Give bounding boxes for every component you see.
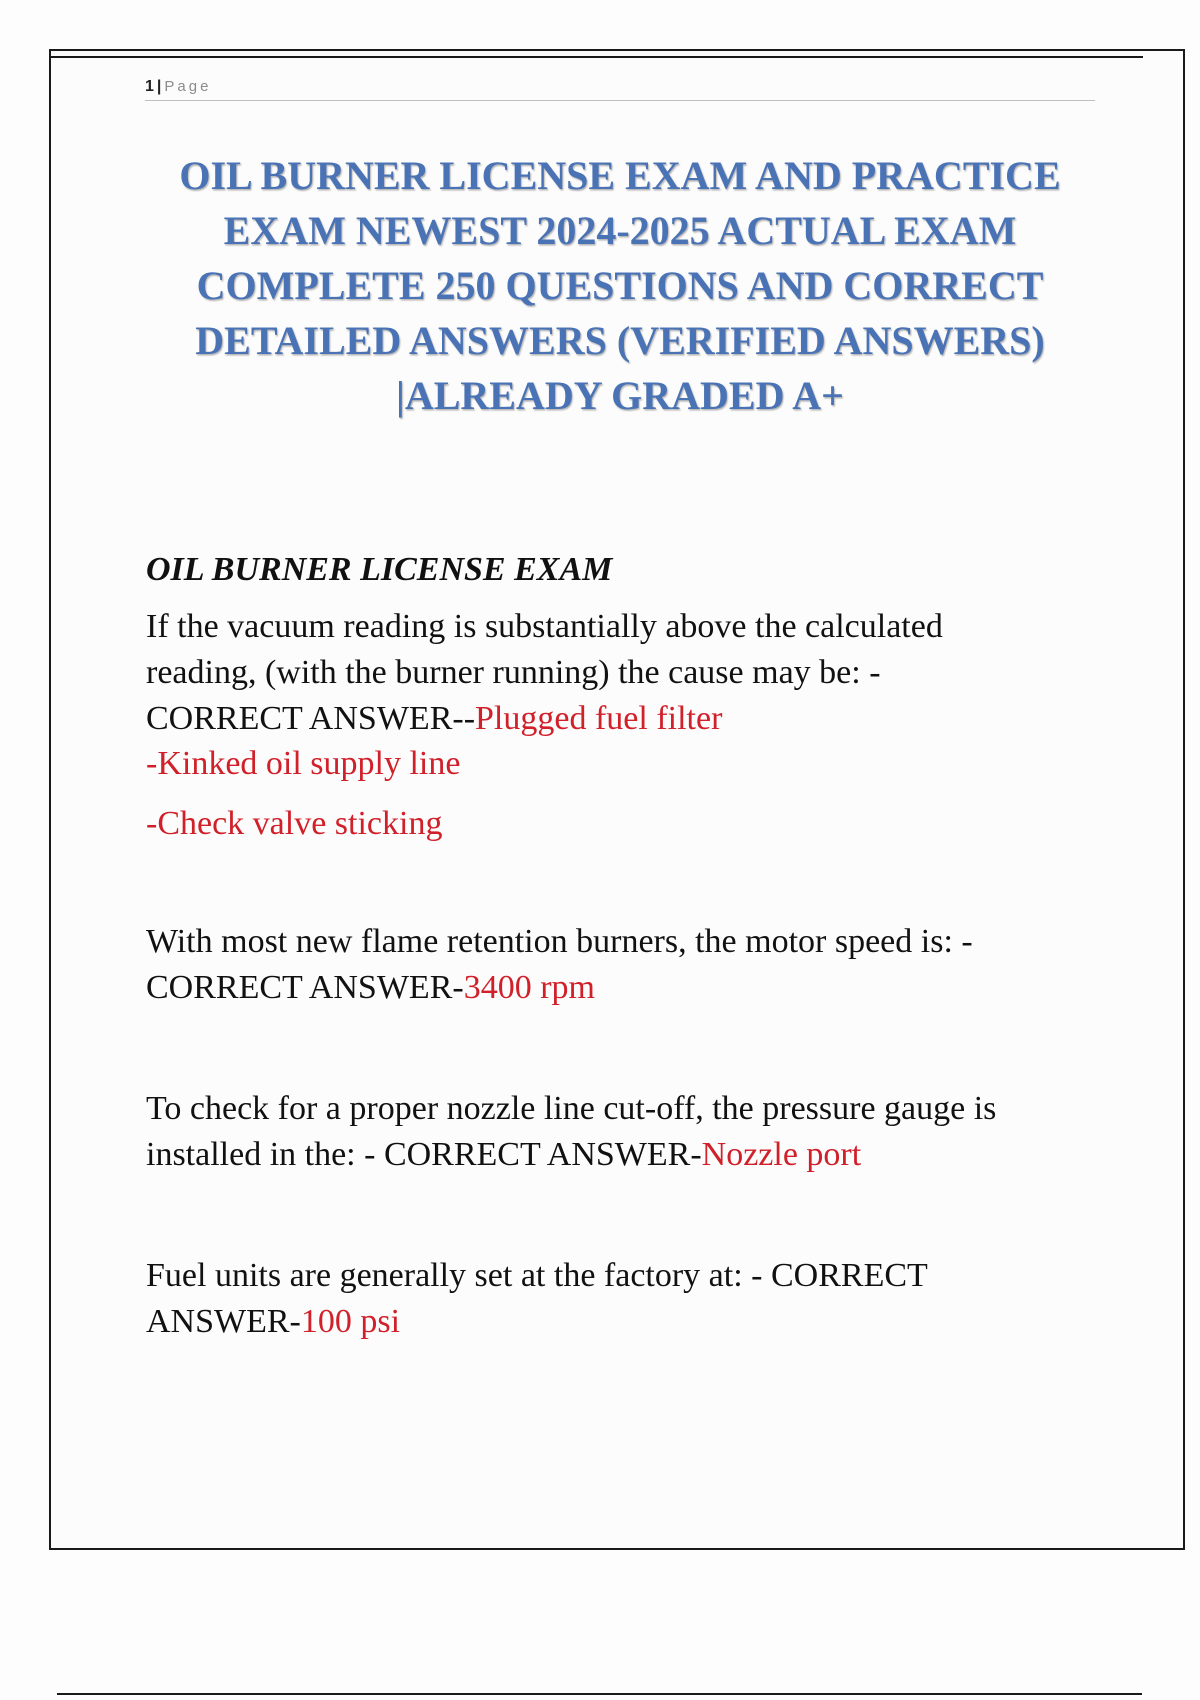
question-answer-line	[146, 1299, 1106, 1345]
top-rule	[51, 56, 1143, 58]
page-word: Page	[164, 78, 212, 95]
question-answer-line	[146, 1132, 1106, 1178]
question-answer-line	[146, 965, 1106, 1011]
extra-answer: -Kinked oil supply line	[146, 745, 461, 782]
answer-prefix: installed in the: - CORRECT ANSWER-	[146, 1136, 702, 1173]
question-block	[146, 919, 1106, 1011]
bottom-rule	[57, 1693, 1142, 1695]
answer-text: 3400 rpm	[463, 969, 595, 1006]
question-answer-line	[146, 696, 1106, 742]
document-page	[49, 49, 1185, 1550]
question-text: Fuel units are generally set at the factory at: - CORRECT	[146, 1257, 928, 1294]
question-text: If the vacuum reading is substantially above the calculated	[146, 608, 943, 645]
answer-text: Nozzle port	[701, 1136, 862, 1173]
document-title	[145, 148, 1095, 423]
question-text: reading, (with the burner running) the cause may be: -	[146, 654, 881, 691]
title-line: COMPLETE 250 QUESTIONS AND CORRECT	[196, 263, 1044, 308]
answer-prefix: ANSWER-	[146, 1303, 301, 1340]
answer-text: 100 psi	[300, 1303, 401, 1340]
question-block	[146, 604, 1106, 742]
page-separator: |	[156, 78, 162, 95]
title-line: DETAILED ANSWERS (VERIFIED ANSWERS)	[195, 318, 1045, 363]
answer-text: Plugged fuel filter	[475, 700, 723, 737]
question-block	[146, 1086, 1106, 1178]
answer-prefix: CORRECT ANSWER--	[146, 700, 476, 737]
question-text: To check for a proper nozzle line cut-off, the pressure gauge is	[146, 1090, 997, 1127]
title-line: OIL BURNER LICENSE EXAM AND PRACTICE	[179, 153, 1061, 198]
title-line: EXAM NEWEST 2024-2025 ACTUAL EXAM	[223, 208, 1017, 253]
section-heading: OIL BURNER LICENSE EXAM	[146, 551, 613, 588]
answer-prefix: CORRECT ANSWER-	[146, 969, 464, 1006]
question-block	[146, 1253, 1106, 1345]
page-number: 1	[145, 78, 154, 95]
title-line: |ALREADY GRADED A+	[396, 373, 844, 418]
page-header	[145, 76, 1095, 101]
extra-answer: -Check valve sticking	[146, 805, 443, 842]
question-text: With most new flame retention burners, the motor speed is: -	[146, 923, 973, 960]
